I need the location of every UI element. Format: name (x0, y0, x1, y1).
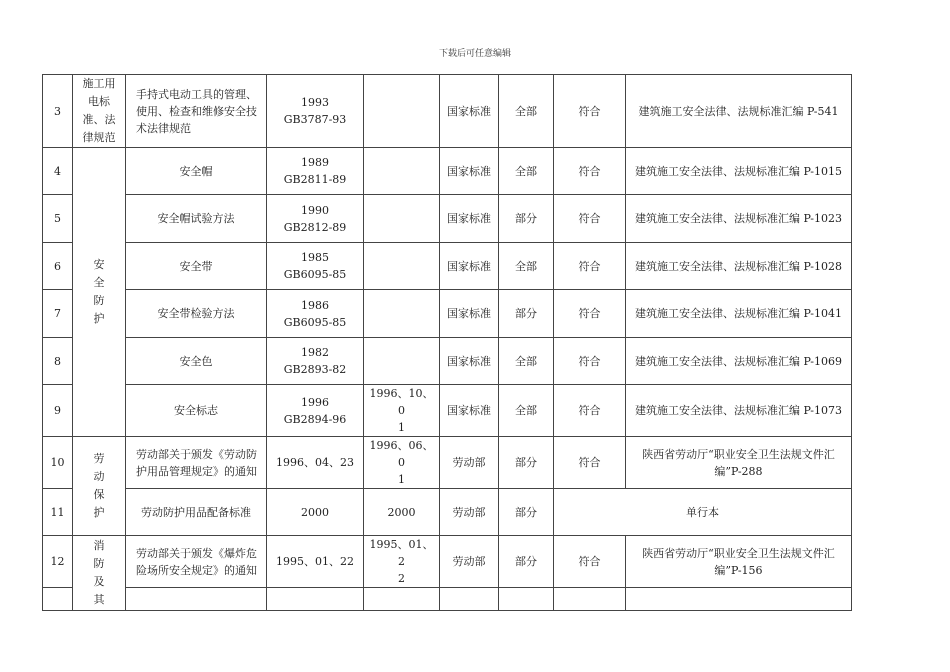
cell-line: 安全帽试验方法 (157, 212, 235, 225)
regulation-name-cell (126, 290, 267, 338)
compliance-cell: 符合 (554, 243, 626, 290)
cell-line: 1995、01、2 (369, 538, 434, 568)
table-row (43, 338, 852, 385)
year-code-cell (267, 437, 364, 489)
level-cell: 国家标准 (440, 148, 499, 195)
table-row (43, 385, 852, 437)
scope-cell: 部分 (499, 536, 554, 588)
compliance-cell: 符合 (554, 75, 626, 148)
standard-code: GB2894-96 (283, 412, 347, 426)
regulation-name-cell (126, 489, 267, 536)
cell-line: 律规范 (82, 131, 116, 144)
implementation-date-cell (364, 489, 440, 536)
issue-year: 1996、04、23 (276, 456, 354, 469)
compliance-cell: 符合 (554, 338, 626, 385)
table-row (43, 148, 852, 195)
implementation-date-cell (364, 437, 440, 489)
table-row (43, 75, 852, 148)
cell-line: 陕西省劳动厅“职业安全卫生法规文件汇 (642, 546, 835, 560)
standard-code: GB6095-85 (283, 268, 347, 281)
source-cell (626, 536, 852, 588)
cell-line: 劳动部关于颁发《劳动防 (136, 447, 257, 461)
category-cell (73, 536, 126, 611)
issue-year: 2000 (301, 505, 329, 519)
year-code-cell (267, 338, 364, 385)
level-cell (440, 588, 499, 611)
cell-line: 1996、10、0 (369, 387, 434, 417)
cell-line: 安 (93, 258, 105, 271)
implementation-date-cell (364, 243, 440, 290)
row-number-cell: 4 (43, 148, 73, 195)
level-cell: 国家标准 (440, 195, 499, 243)
page-header: 下载后可任意编辑 (438, 49, 511, 59)
regulations-table (42, 74, 852, 611)
regulation-name-cell (126, 75, 267, 148)
table-row (43, 195, 852, 243)
category-cell (73, 437, 126, 536)
regulation-name-cell (126, 588, 267, 611)
cell-line: 1996、06、0 (369, 439, 434, 469)
cell-line: 2 (398, 572, 405, 585)
level-cell: 劳动部 (440, 536, 499, 588)
cell-line: 电标 (88, 95, 110, 108)
level-cell: 国家标准 (440, 290, 499, 338)
source-cell (626, 195, 852, 243)
cell-line: 安全色 (179, 354, 213, 368)
table-row (43, 588, 852, 611)
implementation-date-cell (364, 148, 440, 195)
regulation-name-cell (126, 148, 267, 195)
compliance-cell: 符合 (554, 536, 626, 588)
cell-line: 全 (93, 276, 105, 289)
compliance-cell: 符合 (554, 148, 626, 195)
cell-line: 动 (93, 470, 105, 483)
implementation-date-cell (364, 385, 440, 437)
cell-line: 劳动防护用品配备标准 (141, 505, 251, 519)
implementation-date-cell (364, 536, 440, 588)
year-code-cell (267, 243, 364, 290)
cell-line: 准、法 (82, 113, 116, 126)
cell-line: 1 (398, 421, 405, 434)
level-cell: 劳动部 (440, 489, 499, 536)
cell-line: 劳动部关于颁发《爆炸危 (136, 546, 257, 560)
cell-line: 建筑施工安全法律、法规标准汇编 P-541 (638, 104, 839, 118)
compliance-cell: 符合 (554, 290, 626, 338)
cell-line: 安全标志 (174, 404, 218, 417)
level-cell: 劳动部 (440, 437, 499, 489)
regulation-name-cell (126, 437, 267, 489)
year-code-cell (267, 290, 364, 338)
row-number-cell: 11 (43, 489, 73, 536)
cell-line: 术法律规范 (136, 121, 191, 135)
year-code-cell (267, 588, 364, 611)
scope-cell: 全部 (499, 243, 554, 290)
source-cell (626, 290, 852, 338)
scope-cell (499, 588, 554, 611)
source-cell (626, 385, 852, 437)
cell-line: 陕西省劳动厅“职业安全卫生法规文件汇 (642, 447, 835, 461)
cell-line: 险场所安全规定》的通知 (136, 563, 257, 577)
cell-line: 1 (398, 473, 405, 486)
cell-line: 护用品管理规定》的通知 (136, 464, 257, 478)
cell-line: 安全带 (179, 259, 213, 273)
cell-line: 建筑施工安全法律、法规标准汇编 P-1015 (634, 164, 842, 178)
implementation-date-cell (364, 588, 440, 611)
cell-line: 防 (93, 557, 105, 570)
level-cell: 国家标准 (440, 75, 499, 148)
cell-line: 手持式电动工具的管理、 (136, 87, 257, 101)
issue-year: 1996 (301, 395, 329, 409)
row-number-cell: 9 (43, 385, 73, 437)
cell-line: 安全帽 (179, 164, 213, 178)
cell-line: 保 (93, 488, 105, 501)
table-row (43, 290, 852, 338)
table-row (43, 437, 852, 489)
cell-line: 编”P-156 (714, 563, 763, 577)
row-number-cell: 3 (43, 75, 73, 148)
issue-year: 1982 (301, 346, 329, 359)
standard-code: GB6095-85 (283, 315, 347, 329)
scope-cell: 全部 (499, 148, 554, 195)
cell-line: 及 (93, 575, 105, 588)
regulation-name-cell (126, 385, 267, 437)
row-number-cell (43, 588, 73, 611)
source-cell (626, 243, 852, 290)
standard-code: GB2811-89 (283, 173, 347, 186)
year-code-cell (267, 195, 364, 243)
scope-cell: 全部 (499, 338, 554, 385)
compliance-cell: 符合 (554, 385, 626, 437)
year-code-cell (267, 385, 364, 437)
cell-line: 施工用 (82, 77, 116, 90)
implementation-date-cell (364, 195, 440, 243)
issue-year: 1985 (301, 251, 329, 264)
row-number-cell: 6 (43, 243, 73, 290)
cell-line: 建筑施工安全法律、法规标准汇编 P-1041 (634, 307, 842, 320)
standard-code: GB2812-89 (283, 220, 347, 234)
row-number-cell: 10 (43, 437, 73, 489)
row-number-cell: 8 (43, 338, 73, 385)
scope-cell: 部分 (499, 437, 554, 489)
year-code-cell (267, 148, 364, 195)
level-cell: 国家标准 (440, 338, 499, 385)
cell-line: 建筑施工安全法律、法规标准汇编 P-1028 (634, 259, 842, 273)
issue-year: 1989 (301, 156, 329, 169)
cell-line: 建筑施工安全法律、法规标准汇编 P-1073 (634, 404, 842, 417)
regulation-name-cell (126, 338, 267, 385)
cell-line: 其 (93, 593, 105, 606)
year-code-cell (267, 75, 364, 148)
source-cell (554, 489, 852, 536)
compliance-cell: 符合 (554, 195, 626, 243)
row-number-cell: 12 (43, 536, 73, 588)
scope-cell: 部分 (499, 195, 554, 243)
source-cell (626, 75, 852, 148)
cell-line: 护 (93, 506, 105, 519)
issue-year: 1995、01、22 (276, 555, 354, 568)
regulation-name-cell (126, 243, 267, 290)
cell-line: 消 (93, 539, 105, 552)
regulation-name-cell (126, 195, 267, 243)
year-code-cell (267, 489, 364, 536)
table-row (43, 536, 852, 588)
issue-year: 1990 (301, 203, 329, 217)
cell-line: 建筑施工安全法律、法规标准汇编 P-1069 (634, 354, 842, 368)
row-number-cell: 7 (43, 290, 73, 338)
cell-line: 护 (93, 312, 105, 325)
cell-line: 2000 (387, 505, 416, 519)
row-number-cell: 5 (43, 195, 73, 243)
cell-line: 防 (93, 294, 105, 307)
cell-line: 劳 (93, 452, 105, 465)
scope-cell: 全部 (499, 75, 554, 148)
compliance-cell (554, 588, 626, 611)
implementation-date-cell (364, 290, 440, 338)
year-code-cell (267, 536, 364, 588)
level-cell: 国家标准 (440, 243, 499, 290)
implementation-date-cell (364, 338, 440, 385)
cell-line: 单行本 (686, 505, 719, 519)
standard-code: GB3787-93 (283, 113, 347, 126)
regulation-name-cell (126, 536, 267, 588)
table-row (43, 489, 852, 536)
cell-line: 编”P-288 (714, 464, 763, 478)
standard-code: GB2893-82 (283, 363, 347, 376)
cell-line: 安全带检验方法 (157, 307, 235, 320)
issue-year: 1986 (301, 298, 329, 312)
implementation-date-cell (364, 75, 440, 148)
source-cell (626, 437, 852, 489)
source-cell (626, 588, 852, 611)
category-cell (73, 75, 126, 148)
scope-cell: 部分 (499, 290, 554, 338)
category-cell (73, 148, 126, 437)
compliance-cell: 符合 (554, 437, 626, 489)
table-row (43, 243, 852, 290)
source-cell (626, 148, 852, 195)
level-cell: 国家标准 (440, 385, 499, 437)
cell-line: 使用、检查和维修安全技 (136, 104, 257, 118)
source-cell (626, 338, 852, 385)
issue-year: 1993 (301, 96, 329, 109)
cell-line: 建筑施工安全法律、法规标准汇编 P-1023 (634, 212, 842, 225)
scope-cell: 部分 (499, 489, 554, 536)
scope-cell: 全部 (499, 385, 554, 437)
